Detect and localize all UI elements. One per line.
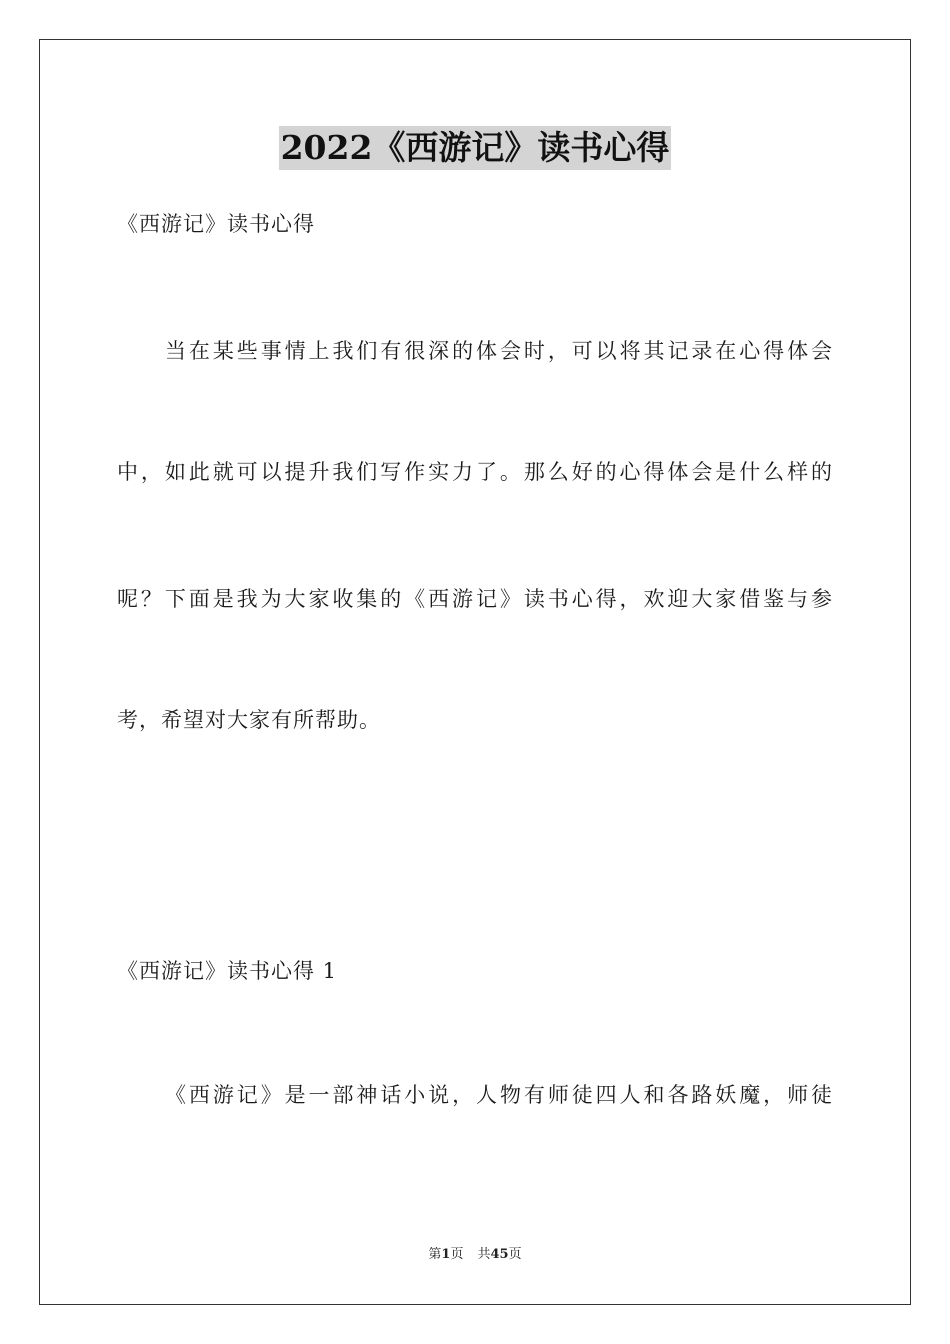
paragraph-line: 《西游记》是一部神话小说，人物有师徒四人和各路妖魔，师徒	[165, 1083, 833, 1107]
title-container	[0, 126, 950, 170]
subtitle-line: 《西游记》读书心得	[117, 212, 315, 236]
paragraph-line: 中，如此就可以提升我们写作实力了。那么好的心得体会是什么样的	[117, 460, 833, 484]
total-prefix: 共	[477, 1247, 491, 1262]
page-number: 1	[441, 1247, 451, 1262]
page-prefix: 第	[428, 1247, 442, 1262]
document-title: 2022《西游记》读书心得	[279, 126, 672, 170]
total-suffix: 页	[508, 1247, 522, 1262]
paragraph-line: 呢？下面是我为大家收集的《西游记》读书心得，欢迎大家借鉴与参	[117, 587, 833, 611]
page-suffix: 页	[450, 1247, 464, 1262]
paragraph-line: 考，希望对大家有所帮助。	[117, 708, 381, 732]
page-footer	[0, 1246, 950, 1264]
paragraph-line: 当在某些事情上我们有很深的体会时，可以将其记录在心得体会	[165, 339, 833, 363]
section-heading: 《西游记》读书心得 1	[117, 959, 338, 983]
total-pages: 45	[490, 1247, 509, 1262]
